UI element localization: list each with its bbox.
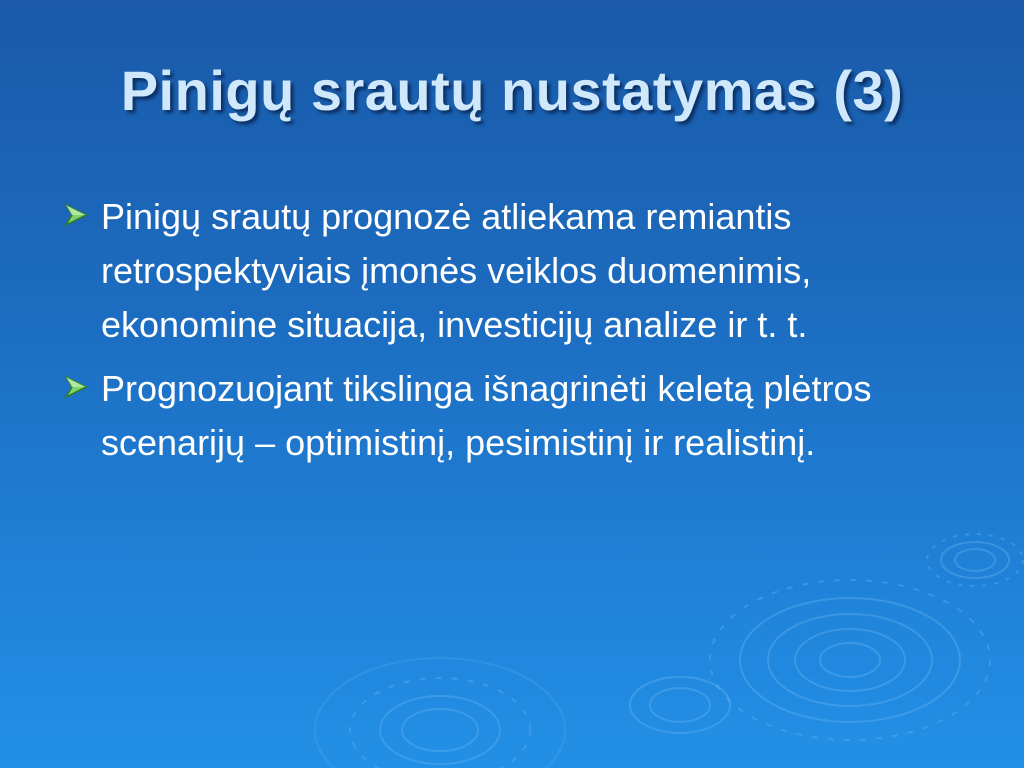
bullet-item bbox=[60, 362, 980, 470]
bullet-text: Prognozuojant tikslinga išnagrinėti keletą plėtros scenarijų – optimistinį, pesimistinį ir realistinį. bbox=[101, 368, 872, 463]
bullet-item bbox=[60, 190, 980, 352]
slide-title: Pinigų srautų nustatymas (3) bbox=[120, 59, 904, 122]
bullet-list bbox=[60, 190, 980, 480]
arrow-bullet-icon bbox=[62, 201, 90, 229]
arrow-bullet-icon bbox=[62, 373, 90, 401]
bullet-text: Pinigų srautų prognozė atliekama remiantis retrospektyviais įmonės veiklos duomenimis, ekonomine situacija, investicijų analize ir t. t. bbox=[101, 196, 812, 345]
